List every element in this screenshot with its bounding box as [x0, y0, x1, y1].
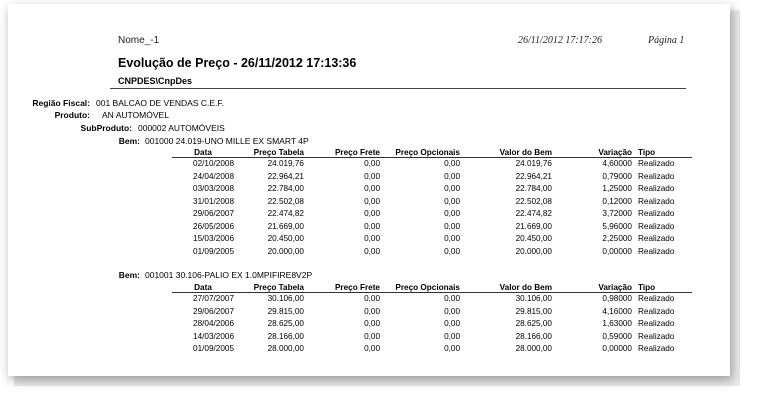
cell-preco-frete: 0,00 — [364, 184, 380, 193]
table-row — [172, 343, 692, 356]
cell-tipo: Realizado — [638, 184, 675, 193]
cell-variacao: 2,25000 — [602, 234, 632, 243]
cell-preco-frete: 0,00 — [364, 331, 380, 341]
cell-variacao: 0,98000 — [552, 293, 632, 306]
cell-variacao: 5,96000 — [602, 221, 632, 231]
table-row — [172, 246, 692, 259]
cell-tipo: Realizado — [638, 331, 675, 341]
cell-preco-frete: 0,00 — [364, 319, 380, 328]
col-tipo: Tipo — [638, 283, 656, 292]
col-preco-tabela: Preço Tabela — [253, 283, 304, 292]
report-title: Evolução de Preço - 26/11/2012 17:13:36 — [118, 56, 357, 70]
cell-variacao: 0,79000 — [602, 171, 632, 181]
cell-variacao: 1,25000 — [602, 184, 632, 193]
cell-tipo: Realizado — [638, 319, 675, 328]
cell-tipo: Realizado — [638, 196, 675, 206]
cell-preco-opcionais: 0,00 — [444, 221, 460, 231]
cell-data: 29/06/2007 — [193, 209, 234, 218]
cell-preco-frete: 0,00 — [364, 344, 380, 353]
col-tipo: Tipo — [638, 148, 656, 157]
cell-tipo: Realizado — [638, 221, 675, 231]
subproduto-label: SubProduto: — [80, 123, 132, 133]
table-2-body — [172, 293, 692, 356]
cell-tipo: Realizado — [638, 246, 675, 256]
cell-variacao: 0,59000 — [602, 331, 632, 341]
cell-preco-opcionais: 0,00 — [444, 234, 460, 243]
cell-variacao: 1,63000 — [602, 319, 632, 328]
cell-preco-frete: 0,00 — [304, 293, 380, 306]
col-preco-frete: Preço Frete — [334, 148, 380, 157]
cell-preco-opcionais: 0,00 — [444, 184, 460, 193]
cell-variacao: 0,00000 — [602, 344, 632, 353]
report-subtitle: CNPDES\CnpDes — [118, 76, 193, 86]
cell-data: 01/09/2005 — [193, 344, 234, 353]
page-number: Página 1 — [648, 35, 685, 46]
cell-data: 03/03/2008 — [193, 184, 234, 193]
subproduto-value: 000002 AUTOMÓVEIS — [138, 123, 225, 133]
cell-preco-tabela: 22.502,08 — [267, 196, 304, 206]
cell-valor-bem: 20.000,00 — [515, 246, 552, 256]
cell-valor-bem: 24.019,76 — [460, 158, 552, 171]
regiao-value: 001 BALCAO DE VENDAS C.E.F. — [96, 98, 225, 108]
cell-preco-frete: 0,00 — [364, 221, 380, 231]
table-row — [172, 293, 692, 306]
cell-data: 01/09/2005 — [193, 246, 234, 256]
cell-preco-frete: 0,00 — [364, 196, 380, 206]
table-row — [172, 171, 692, 184]
cell-preco-opcionais: 0,00 — [444, 319, 460, 328]
cell-preco-opcionais: 0,00 — [444, 331, 460, 341]
cell-preco-tabela: 22.964,21 — [267, 171, 304, 181]
cell-valor-bem: 22.784,00 — [515, 184, 552, 193]
cell-data: 31/01/2008 — [193, 196, 234, 206]
cell-valor-bem: 22.474,82 — [515, 209, 552, 218]
cell-valor-bem: 28.166,00 — [515, 331, 552, 341]
cell-valor-bem: 29.815,00 — [515, 306, 552, 316]
price-table-1 — [172, 148, 692, 258]
cell-preco-tabela: 20.450,00 — [267, 234, 304, 243]
price-table-2 — [172, 283, 692, 356]
cell-valor-bem: 22.502,08 — [515, 196, 552, 206]
cell-valor-bem: 20.450,00 — [515, 234, 552, 243]
cell-tipo: Realizado — [638, 171, 675, 181]
cell-valor-bem: 21.669,00 — [515, 221, 552, 231]
table-row — [172, 233, 692, 246]
cell-data: 28/04/2006 — [193, 319, 234, 328]
cell-valor-bem: 30.106,00 — [460, 293, 552, 306]
cell-preco-tabela: 20.000,00 — [267, 246, 304, 256]
cell-preco-frete: 0,00 — [364, 234, 380, 243]
produto-label: Produto: — [54, 110, 90, 120]
table-row — [172, 158, 692, 171]
cell-preco-tabela: 24.019,76 — [234, 158, 304, 171]
bem-label: Bem: — [118, 270, 140, 280]
cell-data: 15/03/2006 — [193, 234, 234, 243]
cell-tipo: Realizado — [638, 306, 675, 316]
cell-variacao: 0,00000 — [602, 246, 632, 256]
col-preco-frete: Preço Frete — [334, 283, 380, 292]
col-variacao: Variação — [598, 283, 632, 292]
cell-preco-frete: 0,00 — [364, 209, 380, 218]
cell-preco-tabela: 30.106,00 — [234, 293, 304, 306]
header-divider — [110, 88, 686, 89]
cell-preco-tabela: 28.166,00 — [267, 331, 304, 341]
table-row — [172, 331, 692, 344]
produto-value: AN AUTOMÓVEL — [102, 110, 169, 120]
bem-label: Bem: — [118, 136, 140, 146]
col-data: Data — [194, 283, 212, 292]
col-preco-tabela: Preço Tabela — [253, 148, 304, 157]
table-row — [172, 183, 692, 196]
col-variacao: Variação — [598, 148, 632, 157]
document-name: Nome_-1 — [118, 35, 160, 46]
table-row — [172, 208, 692, 221]
bem-value: 001001 30.106-PALIO EX 1.0MPIFIRE8V2P — [145, 270, 313, 280]
cell-preco-tabela: 28.000,00 — [267, 344, 304, 353]
cell-preco-tabela: 21.669,00 — [267, 221, 304, 231]
cell-preco-opcionais: 0,00 — [444, 246, 460, 256]
cell-tipo: Realizado — [638, 209, 675, 218]
print-timestamp: 26/11/2012 17:17:26 — [518, 35, 602, 46]
table-row — [172, 221, 692, 234]
col-data: Data — [194, 148, 212, 157]
cell-preco-opcionais: 0,00 — [444, 196, 460, 206]
regiao-label: Região Fiscal: — [32, 98, 90, 108]
cell-preco-frete: 0,00 — [364, 246, 380, 256]
cell-preco-frete: 0,00 — [304, 158, 380, 171]
table-1-body — [172, 158, 692, 259]
cell-tipo: Realizado — [638, 234, 675, 243]
col-preco-opcionais: Preço Opcionais — [395, 283, 460, 292]
cell-preco-opcionais: 0,00 — [380, 158, 460, 171]
cell-data: 29/06/2007 — [193, 306, 234, 316]
cell-preco-opcionais: 0,00 — [380, 293, 460, 306]
cell-variacao: 4,16000 — [602, 306, 632, 316]
cell-preco-tabela: 22.784,00 — [267, 184, 304, 193]
cell-tipo: Realizado — [638, 344, 675, 353]
cell-preco-tabela: 22.474,82 — [267, 209, 304, 218]
cell-preco-frete: 0,00 — [364, 306, 380, 316]
cell-valor-bem: 28.000,00 — [515, 344, 552, 353]
cell-data: 02/10/2008 — [172, 158, 234, 171]
cell-preco-frete: 0,00 — [364, 171, 380, 181]
col-valor-bem: Valor do Bem — [499, 148, 552, 157]
table-row — [172, 306, 692, 319]
cell-data: 24/04/2008 — [193, 171, 234, 181]
col-valor-bem: Valor do Bem — [499, 283, 552, 292]
table-row — [172, 318, 692, 331]
cell-preco-opcionais: 0,00 — [444, 171, 460, 181]
cell-tipo: Realizado — [632, 293, 692, 306]
cell-preco-opcionais: 0,00 — [444, 209, 460, 218]
cell-tipo: Realizado — [632, 158, 692, 171]
cell-variacao: 4,60000 — [552, 158, 632, 171]
col-preco-opcionais: Preço Opcionais — [395, 148, 460, 157]
cell-valor-bem: 28.625,00 — [515, 319, 552, 328]
cell-variacao: 3,72000 — [602, 209, 632, 218]
cell-preco-opcionais: 0,00 — [444, 306, 460, 316]
cell-variacao: 0,12000 — [602, 196, 632, 206]
cell-preco-tabela: 29.815,00 — [267, 306, 304, 316]
cell-preco-opcionais: 0,00 — [444, 344, 460, 353]
cell-valor-bem: 22.964,21 — [515, 171, 552, 181]
bem-value: 001000 24.019-UNO MILLE EX SMART 4P — [145, 136, 309, 146]
table-row — [172, 196, 692, 209]
cell-data: 27/07/2007 — [172, 293, 234, 306]
cell-preco-tabela: 28.625,00 — [267, 319, 304, 328]
cell-data: 14/03/2006 — [193, 331, 234, 341]
cell-data: 26/05/2006 — [193, 221, 234, 231]
